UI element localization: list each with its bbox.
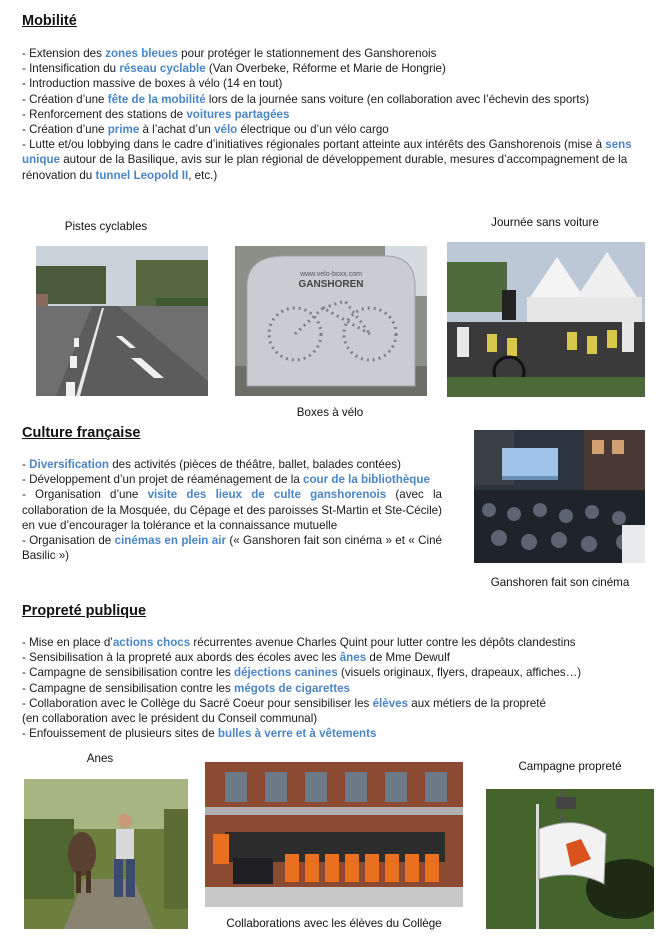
list-item	[22, 665, 652, 680]
list-item	[22, 726, 652, 741]
photo-anes	[24, 779, 188, 929]
item-text: - Création d’une	[22, 92, 108, 106]
photo-ganshoren-fait-son-cinema	[474, 430, 645, 563]
item-text: (« Ganshoren fait son cinéma » et « Ciné Basilic »)	[22, 534, 442, 563]
highlight-term: cour de la bibliothèque	[303, 473, 430, 487]
caption-collaborations-college: Collaborations avec les élèves du Collège	[226, 917, 442, 930]
list-item	[22, 46, 644, 61]
item-text: - Organisation d’une	[22, 488, 148, 502]
highlight-term: fête de la mobilité	[107, 92, 206, 106]
mobilite-list	[22, 46, 644, 183]
highlight-term: vélo	[214, 123, 238, 137]
highlight-term: élèves	[372, 696, 409, 710]
highlight-term: mégots de cigarettes	[234, 681, 351, 695]
item-text: - Intensification du	[22, 62, 120, 76]
list-item	[22, 681, 652, 696]
caption-journee-sans-voiture: Journée sans voiture	[491, 216, 599, 229]
photo-boxes-a-velo	[235, 246, 427, 396]
section-title-culture: Culture française	[22, 425, 141, 441]
proprete-list	[22, 635, 652, 741]
item-text: -	[22, 458, 30, 471]
caption-ganshoren-fait-son-cinema: Ganshoren fait son cinéma	[490, 576, 630, 589]
highlight-term: actions chocs	[112, 636, 191, 649]
highlight-term: zones bleues	[105, 47, 178, 60]
photo-journee-sans-voiture	[447, 242, 645, 397]
item-text: - Campagne de sensibilisation contre les	[22, 681, 235, 695]
item-text: - Création d’une	[22, 123, 108, 137]
photo-collaborations-college	[205, 762, 463, 907]
item-text: (avec la collaboration de la Mosquée, du Cépage et des paroisses St-Martin et Ste-Cécile) en vue d’encourager la tolérance et la connaissance mutuelle	[22, 488, 442, 532]
list-item	[22, 137, 644, 183]
photo-pistes-cyclables	[36, 246, 208, 396]
highlight-term: ânes	[339, 651, 367, 665]
list-item	[22, 650, 652, 665]
item-text: - Organisation de	[22, 534, 115, 548]
list-item	[22, 457, 442, 472]
item-text: - Développement d’un projet de réaménagement de la	[22, 473, 304, 487]
item-text: - Campagne de sensibilisation contre les	[22, 666, 235, 680]
item-text: (Van Overbeke, Réforme et Marie de Hongrie)	[205, 62, 446, 76]
item-text: - Renforcement des stations de	[22, 107, 187, 121]
item-text: à l’achat d’un	[139, 123, 215, 137]
highlight-term: bulles à verre et à vêtements	[217, 727, 377, 741]
box-sign-url: www.velo-boxx.com	[300, 271, 362, 278]
highlight-term: Diversification	[29, 458, 109, 471]
list-item	[22, 472, 442, 487]
highlight-term: voitures partagées	[186, 107, 290, 121]
highlight-term: prime	[107, 123, 140, 137]
item-text: électrique ou d’un vélo cargo	[237, 123, 389, 137]
highlight-term: réseau cyclable	[119, 62, 206, 76]
item-text: de Mme Dewulf	[366, 651, 450, 665]
list-item	[22, 107, 644, 122]
section-title-mobilite: Mobilité	[22, 13, 77, 29]
highlight-term: déjections canines	[234, 666, 338, 680]
item-text: - Introduction massive de boxes à vélo (14 en tout)	[22, 77, 283, 91]
highlight-term: cinémas en plein air	[114, 534, 226, 548]
highlight-term: tunnel Leopold II	[95, 168, 189, 182]
item-text: , etc.)	[188, 168, 218, 182]
box-sign-name: GANSHOREN	[298, 279, 364, 290]
caption-boxes-a-velo: Boxes à vélo	[296, 406, 364, 419]
highlight-term: sens unique	[22, 138, 632, 167]
item-text: - Lutte et/ou lobbying dans le cadre d’initiatives régionales portant atteinte aux intérêts des Ganshorenois (mise à	[22, 138, 606, 152]
item-text: autour de la Basilique, avis sur le plan régional de développement durable, mesures d’accompagnement de la rénovation du	[22, 153, 628, 182]
item-text: des activités (pièces de théâtre, ballet, balades contées)	[109, 458, 401, 471]
item-text: - Mise en place d’	[22, 636, 113, 649]
list-item	[22, 711, 652, 726]
caption-pistes-cyclables: Pistes cyclables	[64, 220, 148, 233]
list-item	[22, 61, 644, 76]
caption-anes: Anes	[86, 752, 114, 765]
list-item	[22, 533, 442, 563]
item-text: (en collaboration avec le président du Conseil communal)	[22, 712, 318, 726]
section-title-proprete: Propreté publique	[22, 603, 147, 619]
item-text: pour protéger le stationnement des Ganshorenois	[177, 47, 437, 60]
item-text: (visuels originaux, flyers, drapeaux, affiches…)	[337, 666, 582, 680]
list-item	[22, 696, 652, 711]
item-text: récurrentes avenue Charles Quint pour lutter contre les dépôts clandestins	[190, 636, 576, 649]
list-item	[22, 122, 644, 137]
list-item	[22, 487, 442, 533]
caption-campagne-proprete: Campagne propreté	[518, 760, 622, 773]
item-text: aux métiers de la propreté	[408, 696, 546, 710]
item-text: - Enfouissement de plusieurs sites de	[22, 727, 218, 741]
photo-campagne-proprete	[486, 789, 654, 929]
list-item	[22, 92, 644, 107]
list-item	[22, 635, 652, 650]
item-text: lors de la journée sans voiture (en collaboration avec l’échevin des sports)	[205, 92, 590, 106]
item-text: - Sensibilisation à la propreté aux abords des écoles avec les	[22, 651, 340, 665]
item-text: - Collaboration avec le Collège du Sacré Coeur pour sensibiliser les	[22, 696, 373, 710]
culture-list	[22, 457, 442, 563]
highlight-term: visite des lieux de culte ganshorenois	[147, 488, 387, 502]
item-text: - Extension des	[22, 47, 106, 60]
list-item	[22, 76, 644, 91]
